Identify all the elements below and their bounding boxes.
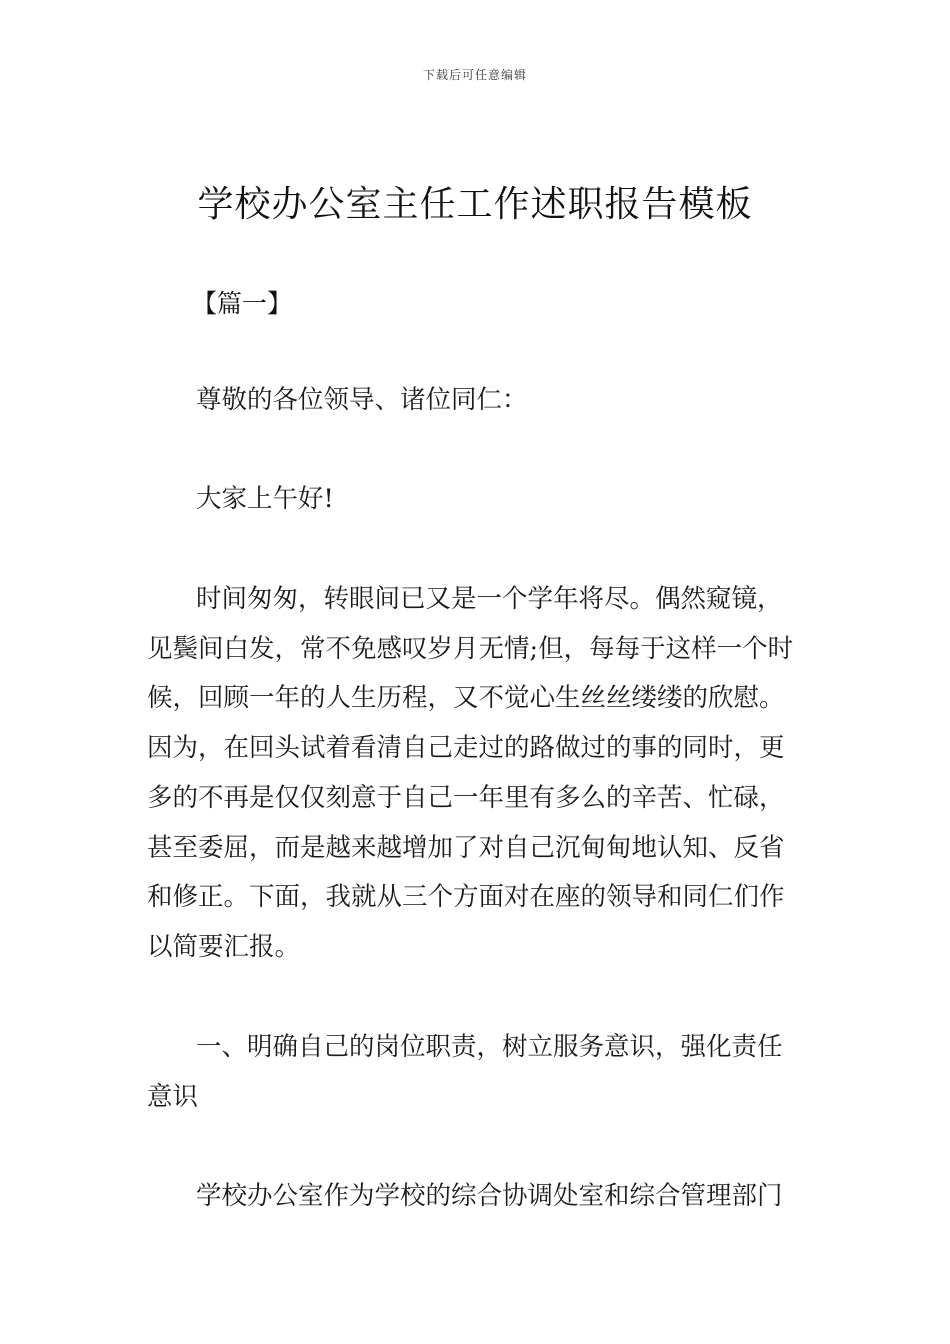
- paragraph-line: 候，回顾一年的人生历程，又不觉心生丝丝缕缕的欣慰。: [147, 683, 785, 713]
- paragraph-line: 和修正。下面，我就从三个方面对在座的领导和同仁们作: [147, 882, 785, 912]
- section-label: 【篇一】: [192, 289, 293, 318]
- paragraph-line: 因为，在回头试着看清自己走过的路做过的事的同时，更: [147, 733, 785, 763]
- header-note: 下载后可任意编辑: [422, 68, 527, 82]
- paragraph-line: 时间匆匆，转眼间已又是一个学年将尽。偶然窥镜，: [196, 584, 783, 614]
- heading-line: 一、明确自己的岗位职责，树立服务意识，强化责任: [196, 1032, 783, 1062]
- paragraph-line: 甚至委屈，而是越来越增加了对自己沉甸甸地认知、反省: [147, 833, 785, 863]
- heading-line: 意识: [147, 1082, 199, 1112]
- paragraph-line: 以简要汇报。: [147, 932, 301, 962]
- paragraph-line: 多的不再是仅仅刻意于自己一年里有多么的辛苦、忙碌，: [147, 783, 785, 813]
- paragraph-line: 见鬓间白发，常不免感叹岁月无情;但，每每于这样一个时: [147, 634, 794, 664]
- salutation-line: 大家上午好!: [196, 484, 334, 514]
- greeting-line: 尊敬的各位领导、诸位同仁：: [196, 385, 528, 415]
- paragraph-line: 学校办公室作为学校的综合协调处室和综合管理部门: [196, 1181, 783, 1211]
- document-title: 学校办公室主任工作述职报告模板: [197, 184, 753, 225]
